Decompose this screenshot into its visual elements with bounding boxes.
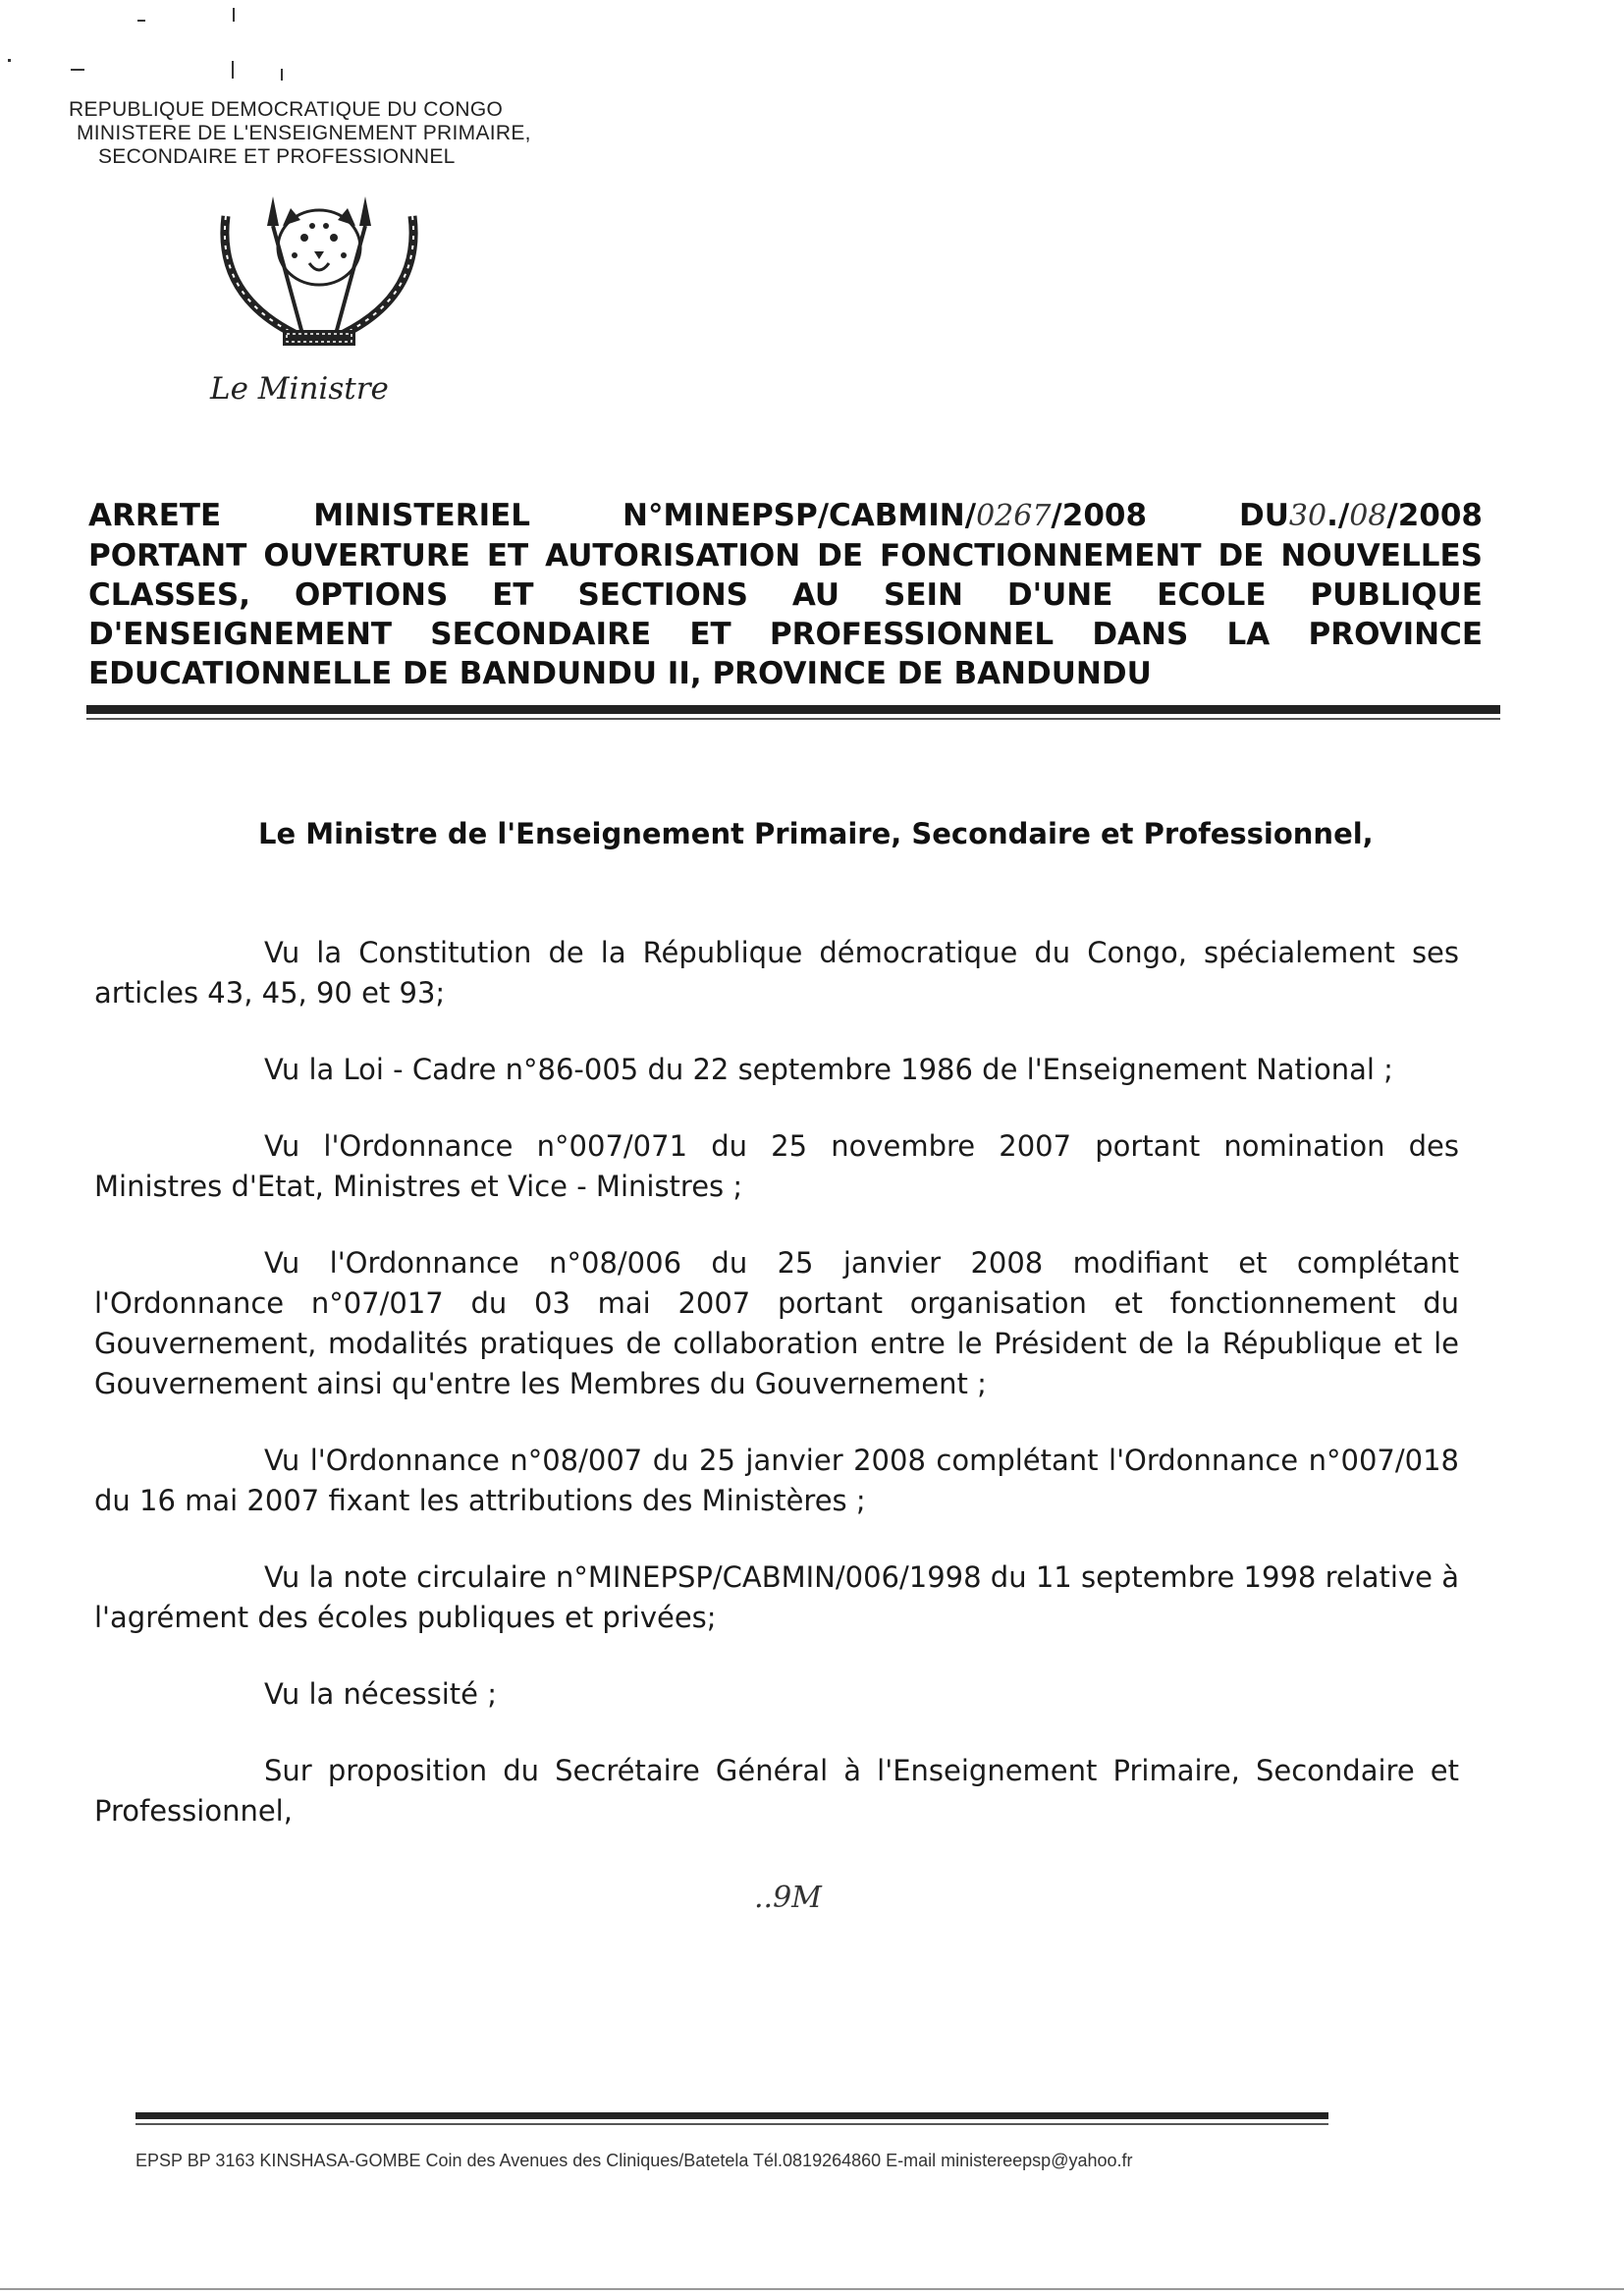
handwritten-number: 0267 bbox=[976, 499, 1052, 533]
title-word: SEIN bbox=[884, 577, 963, 613]
title-word: DE bbox=[1218, 538, 1265, 574]
recital-paragraph bbox=[94, 1050, 1459, 1090]
recital-text: Vu l'Ordonnance n°08/006 du 25 janvier 2008 modifiant et complétant l'Ordonnance n°07/017 du 03 mai 2007 portant organisation et fonctionnement du Gouvernement, modalités pratiques de collaboration entre le Président de la République et le Gouvernement ainsi qu'entre les Membres du Gouvernement ; bbox=[94, 1246, 1459, 1400]
title-divider bbox=[86, 705, 1500, 714]
title-word: ET bbox=[689, 617, 731, 652]
scan-speck bbox=[281, 69, 283, 81]
recital-paragraph bbox=[94, 1557, 1459, 1638]
title-word: ARRETE bbox=[88, 498, 222, 533]
page-edge bbox=[0, 2288, 1624, 2290]
title-word: SECTIONS bbox=[577, 577, 748, 613]
title-word: AU bbox=[791, 577, 840, 613]
recital-text: Vu l'Ordonnance n°08/007 du 25 janvier 2008 complétant l'Ordonnance n°007/018 du 16 mai 2007 fixant les attributions des Ministères ; bbox=[94, 1444, 1459, 1517]
recital-paragraph bbox=[94, 1441, 1459, 1521]
recitals-body bbox=[94, 933, 1459, 1868]
title-word: PROFESSIONNEL bbox=[769, 617, 1055, 652]
footer-contact: EPSP BP 3163 KINSHASA-GOMBE Coin des Avenues des Cliniques/Batetela Tél.0819264860 E-mail ministereepsp@yahoo.fr bbox=[135, 2151, 1133, 2170]
title-word: LA bbox=[1226, 617, 1271, 652]
title-line-text: EDUCATIONNELLE DE BANDUNDU II, PROVINCE DE BANDUNDU bbox=[88, 656, 1152, 691]
institution-header bbox=[69, 98, 697, 169]
ministry-name-line1: MINISTERE DE L'ENSEIGNEMENT PRIMAIRE, bbox=[77, 122, 531, 144]
scan-speck bbox=[8, 59, 11, 62]
title-word: FONCTIONNEMENT bbox=[880, 538, 1202, 574]
reference-suffix: /2008 bbox=[1051, 498, 1148, 533]
title-word: PORTANT bbox=[88, 538, 247, 574]
title-word: PROVINCE bbox=[1308, 617, 1483, 652]
recital-paragraph bbox=[94, 1243, 1459, 1404]
title-line-2 bbox=[88, 536, 1483, 575]
title-word: MINISTERIEL bbox=[313, 498, 531, 533]
date-prefix: DU bbox=[1238, 498, 1289, 533]
title-word: D'UNE bbox=[1006, 577, 1113, 613]
title-line-3 bbox=[88, 575, 1483, 615]
scan-speck bbox=[71, 69, 84, 71]
title-word: ECOLE bbox=[1157, 577, 1267, 613]
date-separator: ./ bbox=[1326, 498, 1350, 533]
coat-of-arms-emblem bbox=[196, 187, 442, 363]
title-line-1 bbox=[88, 496, 1483, 536]
decree-date bbox=[1239, 496, 1483, 536]
title-line-4 bbox=[88, 615, 1483, 654]
title-line-5 bbox=[88, 654, 1483, 693]
recital-text: Vu la note circulaire n°MINEPSP/CABMIN/006/1998 du 11 septembre 1998 relative à l'agrément des écoles publiques et privées; bbox=[94, 1560, 1459, 1634]
title-word: CLASSES, bbox=[88, 577, 251, 613]
decree-reference bbox=[623, 496, 1147, 536]
recital-paragraph bbox=[94, 1751, 1459, 1831]
title-word: OPTIONS bbox=[294, 577, 449, 613]
title-word: AUTORISATION bbox=[545, 538, 801, 574]
title-word: DE bbox=[817, 538, 864, 574]
recital-text: Vu la Constitution de la République démocratique du Congo, spécialement ses articles 43, 45, 90 et 93; bbox=[94, 936, 1459, 1010]
signatory-title: Le Ministre bbox=[210, 371, 389, 407]
title-word: ET bbox=[492, 577, 534, 613]
minister-heading: Le Ministre de l'Enseignement Primaire, Secondaire et Professionnel, bbox=[258, 817, 1374, 850]
title-word: NOUVELLES bbox=[1280, 538, 1483, 574]
handwritten-month: 08 bbox=[1349, 499, 1387, 533]
scan-speck bbox=[233, 8, 235, 22]
footer-divider-thin bbox=[135, 2123, 1328, 2125]
ministry-name-line2: SECONDAIRE ET PROFESSIONNEL bbox=[98, 145, 456, 168]
handwritten-initials: ..9M bbox=[754, 1881, 822, 1915]
title-word: OUVERTURE bbox=[263, 538, 470, 574]
scan-speck bbox=[137, 20, 145, 22]
handwritten-day: 30 bbox=[1288, 499, 1327, 533]
scan-speck bbox=[232, 61, 234, 79]
footer-divider bbox=[135, 2112, 1328, 2119]
recital-text: Vu la Loi - Cadre n°86-005 du 22 septembre 1986 de l'Enseignement National ; bbox=[264, 1053, 1393, 1086]
reference-prefix: N°MINEPSP/CABMIN/ bbox=[623, 498, 977, 533]
recital-paragraph bbox=[94, 933, 1459, 1013]
recital-text: Vu l'Ordonnance n°007/071 du 25 novembre 2007 portant nomination des Ministres d'Etat, Ministres et Vice - Ministres ; bbox=[94, 1129, 1459, 1203]
recital-paragraph bbox=[94, 1126, 1459, 1207]
country-name: REPUBLIQUE DEMOCRATIQUE DU CONGO bbox=[69, 98, 504, 121]
title-word: PUBLIQUE bbox=[1310, 577, 1483, 613]
leopard-head-icon bbox=[278, 208, 360, 285]
title-word: D'ENSEIGNEMENT bbox=[88, 617, 393, 652]
title-word: DANS bbox=[1092, 617, 1189, 652]
title-word: SECONDAIRE bbox=[430, 617, 652, 652]
recital-text: Vu la nécessité ; bbox=[264, 1677, 497, 1711]
recital-text: Sur proposition du Secrétaire Général à l'Enseignement Primaire, Secondaire et Professionnel, bbox=[94, 1754, 1459, 1828]
recital-paragraph bbox=[94, 1674, 1459, 1715]
title-word: ET bbox=[486, 538, 529, 574]
decree-title bbox=[88, 496, 1483, 693]
title-divider-thin bbox=[86, 718, 1500, 720]
date-year: /2008 bbox=[1386, 498, 1483, 533]
